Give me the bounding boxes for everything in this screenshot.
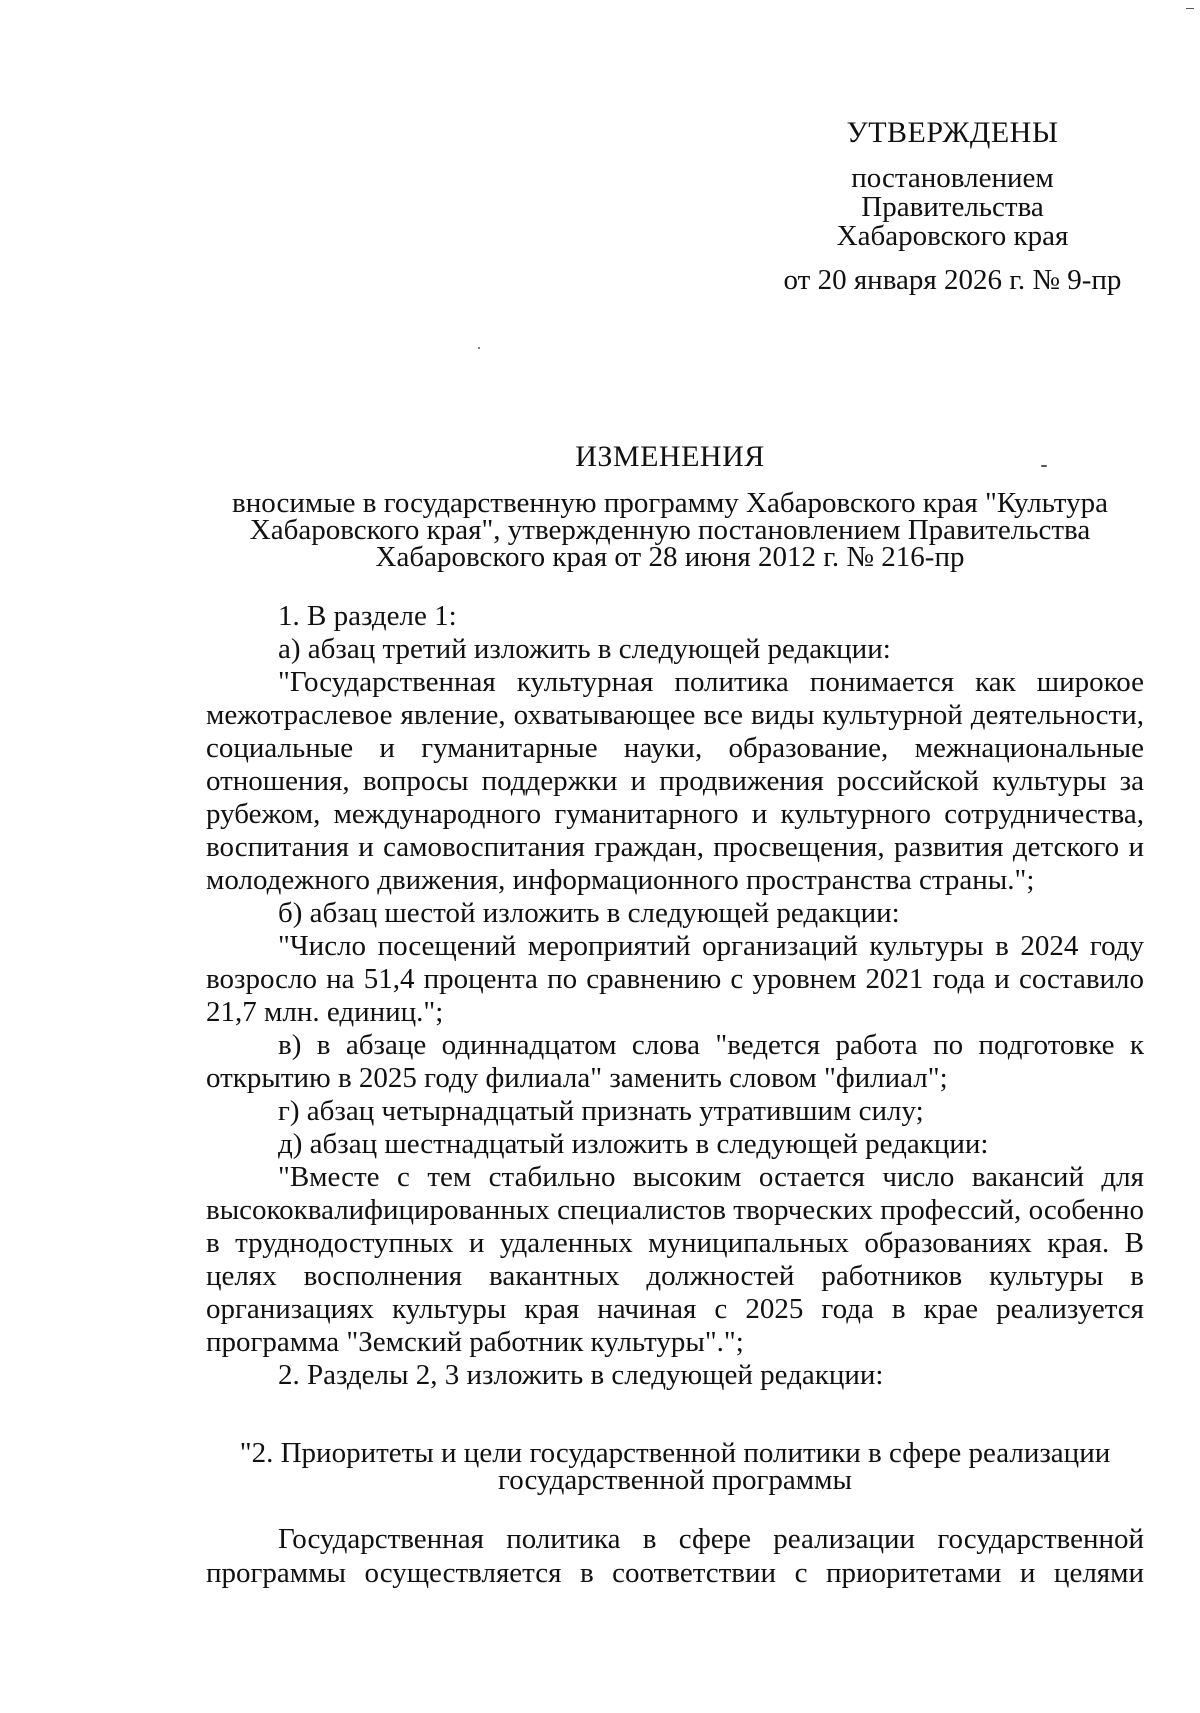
section-2-heading-line-1: "2. Приоритеты и цели государственной политики в сфере реализации — [239, 1437, 1111, 1469]
subtitle-line-3: Хабаровского края от 28 июня 2012 г. № 216-пр — [375, 541, 965, 573]
approval-date: от 20 января 2026 г. № 9-пр — [783, 264, 1122, 296]
paragraph-4: б) абзац шестой изложить в следующей редакции: — [278, 897, 900, 929]
approval-title: УТВЕРЖДЕНЫ — [846, 116, 1059, 149]
document-subtitle — [200, 487, 1140, 573]
paragraph-6: в) в абзаце одиннадцатом слова "ведется работа по подготовке к открытию в 2025 году филиала" заменить словом "филиал"; — [206, 1029, 1144, 1094]
paragraph-5: "Число посещений мероприятий организаций культуры в 2024 году возросло на 51,4 процента по сравнению с уровнем 2021 года и составило 21,7 млн. единиц."; — [206, 930, 1144, 1028]
paragraph-7: г) абзац четырнадцатый признать утратившим силу; — [278, 1095, 924, 1127]
section-2-heading — [206, 1437, 1144, 1496]
paragraph-10: 2. Разделы 2, 3 изложить в следующей редакции: — [278, 1359, 884, 1391]
section-2-paragraph: Государственная политика в сфере реализации государственной программы осуществляется в соответствии с приоритетами и целями — [206, 1523, 1144, 1589]
paragraph-8: д) абзац шестнадцатый изложить в следующей редакции: — [278, 1128, 989, 1160]
approval-stamp — [780, 118, 1125, 295]
paragraph-3: "Государственная культурная политика понимается как широкое межотраслевое явление, охватывающее все виды культурной деятельности, социальные и гуманитарные науки, образование, межнациональные отношения, вопросы поддержки и продвижения российской культуры за рубежом, международного гуманитарного и культурного сотрудничества, воспитания и самовоспитания граждан, просвещения, развития детского и молодежного движения, информационного пространства страны."; — [206, 666, 1144, 896]
body-text — [206, 600, 1144, 1392]
approval-line-2: Правительства — [861, 191, 1044, 223]
scan-speck — [1186, 8, 1194, 9]
paragraph-1: 1. В разделе 1: — [278, 600, 457, 632]
paragraph-2: а) абзац третий изложить в следующей редакции: — [278, 633, 891, 665]
approval-line-3: Хабаровского края — [836, 220, 1069, 252]
subtitle-line-2: Хабаровского края", утвержденную постановлением Правительства — [249, 514, 1091, 546]
document-title: ИЗМЕНЕНИЯ — [575, 440, 765, 473]
scan-speck — [1041, 465, 1047, 467]
section-2-text — [206, 1522, 1144, 1590]
scan-speck — [478, 347, 480, 349]
approval-line-1: постановлением — [851, 162, 1054, 194]
paragraph-9: "Вместе с тем стабильно высоким остается число вакансий для высококвалифицированных специалистов творческих профессий, особенно в труднодоступных и удаленных муниципальных образованиях края. В целях восполнения вакантных должностей работников культуры в организациях культуры края начиная с 2025 года в крае реализуется программа "Земский работник культуры"."; — [206, 1161, 1144, 1358]
subtitle-line-1: вносимые в государственную программу Хабаровского края "Культура — [232, 487, 1108, 519]
section-2-heading-line-2: государственной программы — [498, 1464, 852, 1496]
